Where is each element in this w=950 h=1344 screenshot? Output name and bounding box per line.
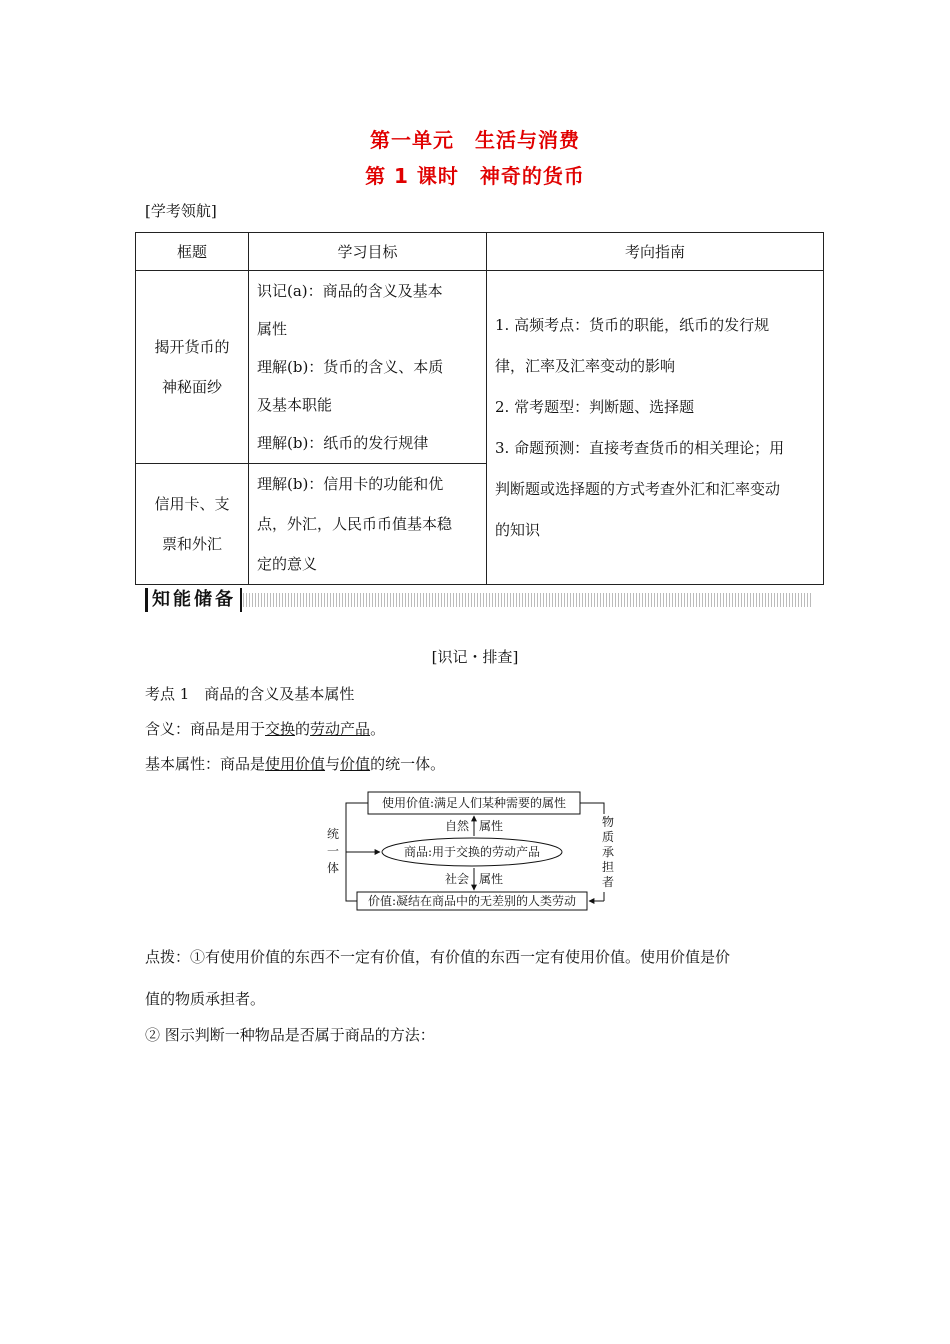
guide-cell <box>487 271 824 585</box>
guide-line: 的知识 <box>495 520 541 539</box>
key-term: 交换 <box>265 720 296 738</box>
banner-hatch <box>237 593 813 607</box>
goal-line: 理解(b)：纸币的发行规律 <box>257 434 429 452</box>
study-guide-table <box>135 232 824 585</box>
lesson-title: 第 1 课时 神奇的货币 <box>365 164 585 188</box>
text: 含义：商品是用于 <box>145 720 266 738</box>
subsection-heading: [识记・排查] <box>431 648 519 666</box>
social-label: 社会 <box>444 872 469 886</box>
text: 。 <box>370 720 386 738</box>
header-guide: 考向指南 <box>487 233 824 271</box>
carrier-label: 担 <box>601 860 615 874</box>
commodity-text: 商品:用于交换的劳动产品 <box>403 845 541 859</box>
goal-line: 识记(a)：商品的含义及基本 <box>257 282 443 300</box>
goal-line: 及基本职能 <box>257 396 333 414</box>
guide-line: 判断题或选择题的方式考查外汇和汇率变动 <box>495 479 781 498</box>
knowledge-banner <box>145 588 813 614</box>
guide-line: 律，汇率及汇率变动的影响 <box>495 356 676 375</box>
text: 与 <box>325 755 341 773</box>
unity-label: 一 <box>326 844 340 858</box>
text: 基本属性：商品是 <box>145 755 266 773</box>
goal-cell <box>249 464 487 585</box>
text: 的 <box>295 720 311 738</box>
header-frame: 框题 <box>136 233 249 271</box>
unit-title: 第一单元 生活与消费 <box>370 128 580 152</box>
key-term: 使用价值 <box>265 755 326 773</box>
point-title: 考点 1 商品的含义及基本属性 <box>145 685 355 703</box>
use-value-text: 使用价值:满足人们某种需要的属性 <box>381 796 567 810</box>
value-text: 价值:凝结在商品中的无差别的人类劳动 <box>367 894 577 908</box>
goal-line: 理解(b)：信用卡的功能和优 <box>257 475 444 493</box>
goal-line: 点，外汇，人民币币值基本稳 <box>257 515 453 533</box>
goal-cell <box>249 271 487 464</box>
frame-cell <box>136 464 249 585</box>
table-row <box>136 271 824 464</box>
key-term: 劳动产品 <box>310 720 371 738</box>
table-header-row <box>136 233 824 271</box>
tip-line: ② 图示判断一种物品是否属于商品的方法： <box>145 1026 435 1044</box>
guide-line: 2. 常考题型：判断题、选择题 <box>495 397 695 416</box>
guide-line: 3. 命题预测：直接考查货币的相关理论；用 <box>495 438 785 457</box>
tip-line: 点拨：①有使用价值的东西不一定有价值，有价值的东西一定有使用价值。使用价值是价 <box>145 948 731 966</box>
text: 的统一体。 <box>370 755 446 773</box>
frame-cell <box>136 271 249 464</box>
natural-label: 属性 <box>479 819 504 833</box>
social-label: 属性 <box>479 872 504 886</box>
carrier-label: 质 <box>601 830 615 844</box>
carrier-label: 承 <box>601 845 615 859</box>
unity-label: 统 <box>326 827 340 841</box>
frame-line: 票和外汇 <box>161 535 222 553</box>
section-tag: [学考领航] <box>145 202 217 220</box>
attribute-line <box>145 753 445 775</box>
goal-line: 定的意义 <box>257 555 318 573</box>
frame-line: 揭开货币的 <box>154 338 230 356</box>
natural-label: 自然 <box>444 819 469 833</box>
banner-label: 知能储备 <box>145 588 242 612</box>
commodity-diagram <box>322 788 632 913</box>
guide-line: 1. 高频考点：货币的职能，纸币的发行规 <box>495 315 770 334</box>
unity-label: 体 <box>326 861 340 875</box>
meaning-line <box>145 718 385 740</box>
goal-line: 理解(b)：货币的含义、本质 <box>257 358 444 376</box>
goal-line: 属性 <box>257 320 288 338</box>
frame-line: 信用卡、支 <box>154 495 230 513</box>
carrier-label: 物 <box>601 815 615 829</box>
key-term: 价值 <box>340 755 371 773</box>
tip-line: 值的物质承担者。 <box>145 990 266 1008</box>
frame-line: 神秘面纱 <box>161 378 222 396</box>
header-goal: 学习目标 <box>249 233 487 271</box>
carrier-label: 者 <box>601 875 615 889</box>
